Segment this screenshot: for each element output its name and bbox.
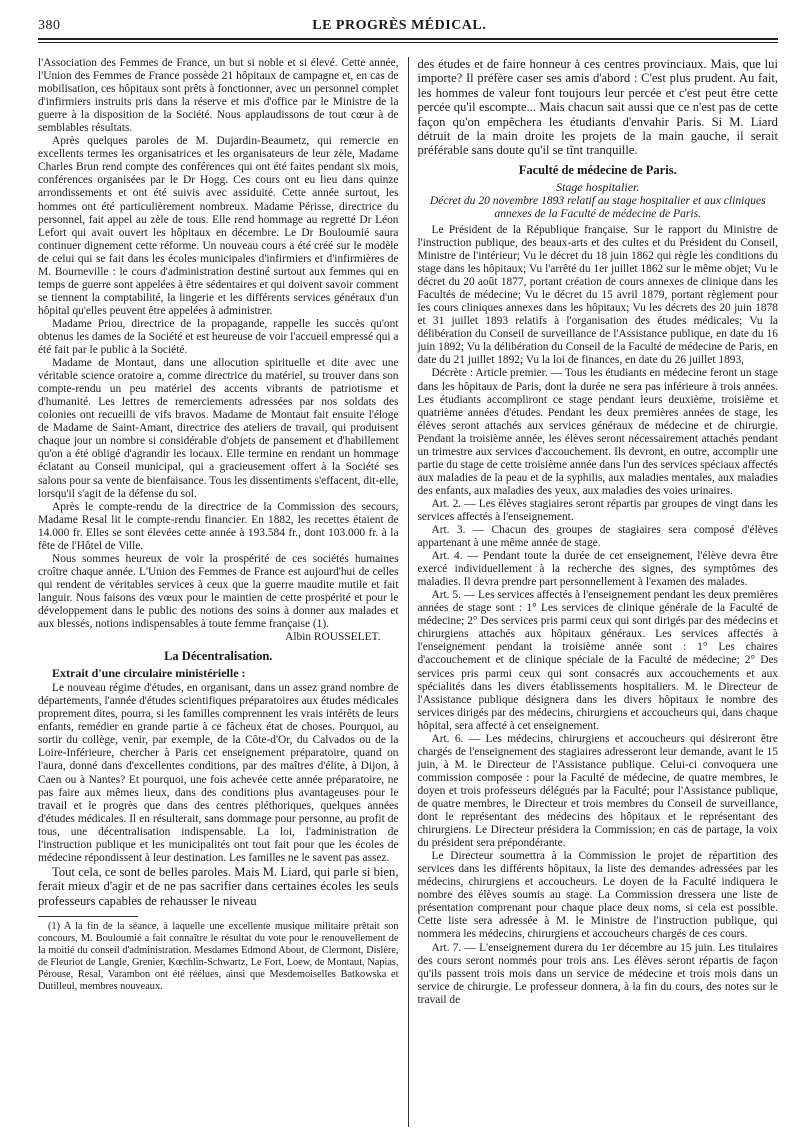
signature-text: Albin ROUSSELET. (285, 631, 381, 644)
right-paragraph-3: Décrète : Article premier. — Tous les étudiants en médecine feront un stage dans les hôpitaux de Paris, dont la durée ne sera pas inférieure à trois années. Les étudiants accompliront ce stage pendant leurs deuxième, troisième et quatrième années d'études. Pendant les deux premières années de stage, les élèves seront attachés aux services généraux de médecine et de chirurgie. Pendant la troisième année, les élèves seront nécessairement attachés pendant un trimestre aux services d'accouchement. Ils devront, en outre, accomplir une partie du stage de cette troisième année dans l'un des services spéciaux affectés aux maladies de la peau et de la syphilis, aux maladies mentales, aux maladies des enfants, aux maladies des yeux, aux maladies des voies urinaires. (417, 367, 778, 497)
left-paragraph-1: l'Association des Femmes de France, un but si noble et si élevé. Cette année, l'Union des Femmes de France possède 21 hôpitaux de campagne et, en cas de mobilisation, ces hôpitaux sont prêts à fonctionner, avec un personnel complet d'infirmiers instruits pris dans la réserve et mis d'office par le Ministre de la guerre à la disposition de la Société. Nous applaudissons de tout cœur à de semblables résultats. (38, 57, 399, 135)
footnote (38, 921, 399, 993)
footnote-text: (1) A la fin de la séance, à laquelle une excellente musique militaire prêtait son concours, M. Bouloumié a fait connaître le résultat du vote pour le renouvellement de la moitié du conseil d'administration. Mesdames Edmond About, de Clermont, Dislère, de Fleuriot de Langle, Grenier, Kœchlin-Schwartz, Le Fort, Loew, de Montaut, Napias, Pérouse, Resal, Varambon ont été réélues, ainsi que Mesdemoiselles Batkowska et Dutilleul, membres nouveaux. (38, 921, 399, 993)
stage-heading: Stage hospitalier. (556, 179, 640, 194)
right-paragraph-4: Art. 2. — Les élèves stagiaires seront répartis par groupes de vingt dans les services affectés à l'enseignement. (417, 497, 778, 523)
right-paragraph-5: Art. 3. — Chacun des groupes de stagiaires sera composé d'élèves appartenant à une même année de stage. (417, 524, 778, 550)
left-paragraph-2: Après quelques paroles de M. Dujardin-Beaumetz, qui remercie en excellents termes les organisatrices et les organisateurs de leur zèle, Madame Charles Brun rend compte des conférences qui ont été faites pendant six mois, conférences organisées par le Dr Hogg. Ces cours ont eu lieu dans quinze arrondissements et ont été suivis avec assiduité. Cette année surtout, les hommes ont été particulièrement nombreux. Madame Périsse, directrice du personnel, fait appel au zèle de tous. Elle rend hommage au regretté Dr Léon Lefort qui avait ouvert les hôpitaux en décembre. Le Dr Bouloumié saura continuer dignement cette réforme. Un nouveau cours a été créé sur le modèle de celui qui se fait dans les écoles municipales d'infirmiers et d'infirmières de M. Bourneville : le cours d'administration destiné surtout aux femmes qui en temps de guerre sont appelées à être sédentaires et qui doivent savoir comment se tiennent la comptabilité, la lingerie et les différents services généraux d'un hôpital qu'elles peuvent être appelées à administrer. (38, 135, 399, 317)
extract-heading: Extrait d'une circulaire ministérielle : (52, 666, 246, 681)
journal-title: LE PROGRÈS MÉDICAL. (312, 18, 487, 33)
left-column (38, 57, 408, 1127)
right-paragraph-10: Art. 7. — L'enseignement durera du 1er décembre au 15 juin. Les titulaires des cours seront nommés pour trois ans. Les élèves seront répartis de façon qu'ils passent trois mois dans un service de médecine et trois mois dans un service de chirurgie. Le professeur donnera, à la fin du cours, des notes sur le travail de (417, 941, 778, 1006)
section-heading-faculte: Faculté de médecine de Paris. (518, 162, 677, 177)
right-paragraph-9: Le Directeur soumettra à la Commission le projet de répartition des services dans les différents hôpitaux, la liste des demandes adressées par les médecins, chirurgiens et accoucheurs. Le doyen de la Faculté indiquera le nombre des élèves soumis au stage. La Commission dressera une liste de présentation comprenant pour chaque place deux noms, si cela est possible. Cette liste sera adressée à M. le Ministre de l'instruction publique, qui nommera les médecins, chirurgiens et accoucheurs chargés de ces cours. (417, 850, 778, 941)
left-paragraph-5: Après le compte-rendu de la directrice de la Commission des secours, Madame Resal lit le compte-rendu financier. En 1882, les recettes étaient de 14.000 fr. Elles se sont élevées cette année à 193.584 fr., dont 103.000 fr. à la fête de l'Hôtel de Ville. (38, 500, 399, 552)
page-header (38, 18, 778, 34)
decree-title: Décret du 20 novembre 1893 relatif au stage hospitalier et aux cliniques annexes de la Faculté de médecine de Paris. (429, 193, 766, 220)
footnote-rule (38, 916, 138, 917)
section-heading-decentralisation: La Décentralisation. (164, 649, 273, 664)
left-paragraph-8: Tout cela, ce sont de belles paroles. Mais M. Liard, qui parle si bien, ferait mieux d'agir et de ne pas sacrifier dans certaines écoles les seuls professeurs capables de rehausser le niveau (38, 864, 399, 908)
page-number: 380 (38, 18, 61, 33)
left-paragraph-4: Madame de Montaut, dans une allocution spirituelle et dite avec une véritable science oratoire a, comme directrice du matériel, su trouver dans son compte-rendu un peu matériel des accents vibrants de patriotisme et d'humanité. Les lettres de remerciements adressées par nos soldats des colonies ont recueilli de vifs bravos. Madame de Montaut fait ensuite l'éloge de Madame de Saint-Amant, directrice des ateliers de travail, qui produisent chaque jour un nombre si considérable d'objets de pansement et d'habillement qu'on a été obligé d'agrandir les locaux. Elle termine en rendant un hommage éclatant au Conseil municipal, qui a gracieusement offert à la Société ses salons pour sa vente de bienfaisance. Tous les dissentiments s'effacent, dit-elle, lorsqu'il s'agit de la défense du sol. (38, 357, 399, 500)
left-paragraph-7: Le nouveau régime d'études, en organisant, dans un assez grand nombre de départements, l'année d'études scientifiques préparatoires aux études médicales proprement dites, pourra, si les familles comprennent les vrais intérêts de leurs enfants, remédier en grande partie à ce fâcheux état de choses. Pourquoi, au sortir du collège, venir, par exemple, de la Côte-d'Or, du Calvados ou de la Loire-Inférieure, chercher à Paris cet enseignement préparatoire, quand on l'aura, donné dans d'excellentes conditions, par des maîtres d'élite, à Dijon, à Caen ou à Nantes? Et pourquoi, une fois achevée cette année préparatoire, ne pas faire aux mêmes lieux, dans des conditions plus avantageuses pour le travail et le progrès que dans des centres pléthoriques, quelques années d'études médicales. Il en résulterait, sans dommage pour personne, au profit de tous, une décentralisation indispensable. La loi, l'administration de l'instruction publique et les municipalités ont tout fait pour que les écoles de médecine répondissent à leur destination. Les familles ne le savent pas assez. (38, 682, 399, 864)
left-paragraph-6: Nous sommes heureux de voir la prospérité de ces sociétés humaines croître chaque année. L'Union des Femmes de France est aujourd'hui de celles qui rendent de véritables services à ceux que la guerre maudite mutile et fait languir. Nous faisons des vœux pour le maintien de cette prospérité et pour le développement dans le public des notions des soins à donner aux malades et aux blessés, notions indispensables à toute femme française (1). (38, 552, 399, 631)
right-paragraph-2: Le Président de la République française. Sur le rapport du Ministre de l'instruction publique, des beaux-arts et des cultes et du Président du Conseil, Ministre de l'intérieur; Vu le décret du 18 juin 1862 qui règle les conditions du stage dans les hôpitaux; Vu l'arrêté du 1er juillet 1862 sur le même objet; Vu le décret du 20 août 1877, portant création de cours annexes de clinique dans les Facultés de médecine; Vu le décret du 15 avril 1879, portant règlement pour les cours cliniques annexes dans les hôpitaux; Vu les décrets des 20 juin 1878 et 31 juillet 1893 relatifs à l'organisation des études médicales; Vu la délibération du Conseil de surveillance de l'Assistance publique, en date du 16 juin 1892; Vu la délibération du Conseil de la Faculté de médecine de Paris, en date du 21 juillet 1892; Vu la loi de finances, en date du 26 juillet 1893, (417, 223, 778, 367)
right-paragraph-1: des études et de faire honneur à ces centres provinciaux. Mais, que lui importe? Il préfère caser ses amis d'abord : C'est plus prudent. Au fait, les hommes de valeur font toujours leur percée et c'est peut être cette percée qu'il escompte... Mais chacun sait aussi que ce n'est pas de cette façon qu'on empêchera les étudiants d'envahir Paris. Si M. Liard détruit de la main droite les projets de la main gauche, il serait préférable sans doute qu'il se tînt tranquille. (417, 57, 778, 158)
right-column (408, 57, 778, 1127)
article-signature (38, 631, 381, 644)
left-paragraph-3: Madame Priou, directrice de la propagande, rappelle les succès qu'ont obtenus les dames de la Société et est heureuse de voir l'accueil empressé qui a été fait par le public à la Société. (38, 317, 399, 357)
right-paragraph-7: Art. 5. — Les services affectés à l'enseignement pendant les deux premières années de stage sont : 1° Les services de clinique générale de la Faculté de médecine; 2° Des services pris parmi ceux qui sont dirigés par des médecins et chirurgiens attachés aux hôpitaux généraux. Les services affectés à l'enseignement pendant la troisième année sont : 1° Les chaires d'accouchement et de clinique spéciale de la Faculté de médecine; 2° Des services pris parmi ceux qui sont consacrés aux accouchements et aux spécialités dans les divers établissements hospitaliers. M. le Directeur de l'Assistance publique désignera dans les divers hôpitaux le nombre des services dirigés par des médecins, chirurgiens et accoucheurs qui, dans chaque hôpital, sera affecté à cet enseignement. (417, 589, 778, 732)
header-rule-thick (38, 38, 778, 40)
right-paragraph-6: Art. 4. — Pendant toute la durée de cet enseignement, l'élève devra être exercé individuellement à la recherche des signes, des symptômes des maladies. Il devra prendre part personnellement à l'examen des malades. (417, 550, 778, 589)
right-paragraph-8: Art. 6. — Les médecins, chirurgiens et accoucheurs qui désireront être chargés de l'enseignement des stagiaires adresseront leur demande, avant le 15 juin, à M. le Directeur de l'Assistance publique. Celui-ci convoquera une commission composée : pour la Faculté de médecine, de quatre membres, le doyen et trois professeurs délégués par la Faculté; pour l'Assistance publique, de quatre membres, le Directeur et trois membres du Conseil de surveillance, dont le représentant des médecins des hôpitaux et le représentant des chirurgiens. Le Directeur présidera la Commission; en cas de partage, la voix du président sera prépondérante. (417, 732, 778, 850)
header-rule-thin (38, 42, 778, 43)
two-column-body (38, 57, 778, 1127)
